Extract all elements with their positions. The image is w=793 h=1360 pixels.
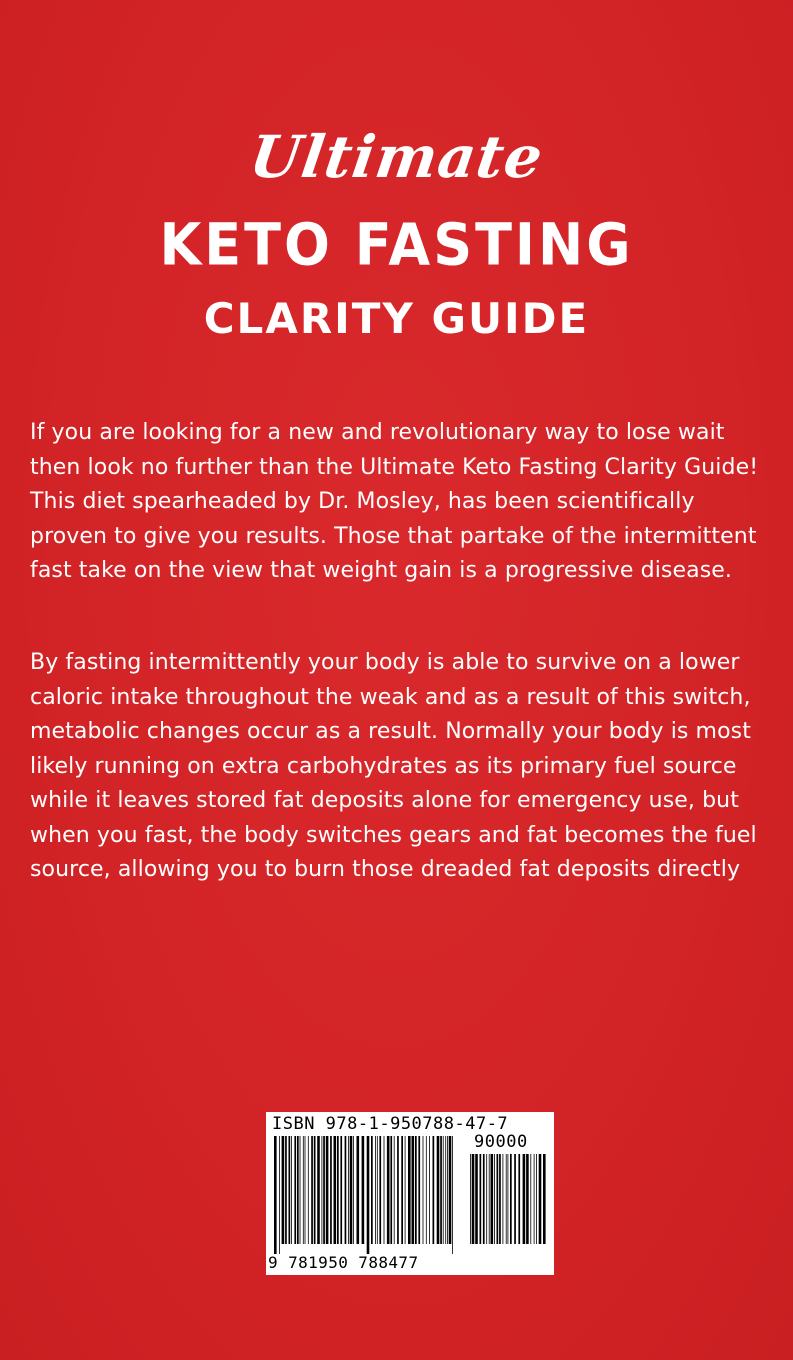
barcode-bar [503, 1154, 504, 1244]
title-subtitle: CLARITY GUIDE [203, 294, 590, 343]
barcode-bar [526, 1154, 529, 1244]
barcode-bar [480, 1154, 482, 1244]
barcode-bar [326, 1136, 329, 1244]
barcode-bar [514, 1154, 516, 1244]
barcode-bar [300, 1136, 301, 1244]
barcode-bar [506, 1154, 507, 1244]
barcode-bar [362, 1136, 365, 1244]
barcode-bar [423, 1136, 424, 1244]
barcode-bar [440, 1136, 442, 1244]
barcode-bar [536, 1154, 537, 1244]
barcode-bar [291, 1136, 292, 1244]
addon-barcode-bars [470, 1154, 548, 1254]
barcode-bar [289, 1136, 291, 1244]
barcode-bar [387, 1136, 390, 1244]
barcode-bar [418, 1136, 420, 1244]
isbn-barcode [266, 1112, 554, 1275]
barcode-bar [350, 1136, 353, 1244]
barcode-bar [523, 1154, 526, 1244]
barcode-bar [274, 1136, 277, 1254]
barcode-bar [543, 1154, 546, 1244]
barcode-bar [449, 1136, 452, 1244]
barcode-bar [472, 1154, 475, 1244]
barcode-bar [317, 1136, 320, 1244]
barcode-bar [345, 1136, 347, 1244]
blurb-paragraph-1: If you are looking for a new and revolutionary way to lose wait then look no further than the Ultimate Keto Fasting Clarity Guide! This diet spearheaded by Dr. Mosley, has been scientifically proven to give you results. Those that partake of the intermittent fast take on the view that weight gain is a progressive disease. [30, 420, 759, 583]
barcode-bar [282, 1136, 285, 1244]
barcode-bar [348, 1136, 349, 1244]
barcode-bar [497, 1154, 499, 1244]
barcode-bar [371, 1136, 373, 1244]
barcode-bar [334, 1136, 337, 1244]
barcode-bar [303, 1136, 304, 1244]
barcode-bar [475, 1154, 478, 1244]
barcode-bar [483, 1154, 485, 1244]
barcode-bar [445, 1136, 446, 1244]
barcode-bar [491, 1154, 494, 1244]
title-main: KETO FASTING [159, 210, 634, 279]
barcode-bar [499, 1154, 501, 1244]
barcode-bar [285, 1136, 287, 1244]
barcode-bar [279, 1136, 280, 1254]
barcode-bar [314, 1136, 316, 1244]
barcode-bar [530, 1154, 531, 1244]
barcode-bar [494, 1154, 495, 1244]
barcode-bar [323, 1136, 325, 1244]
barcode-bar [470, 1154, 471, 1244]
barcode-bar [452, 1136, 453, 1254]
barcode-bar [539, 1154, 542, 1244]
barcode-bar [486, 1154, 487, 1244]
barcode-bar [426, 1136, 427, 1244]
barcode-bar [379, 1136, 381, 1244]
barcode-bar [322, 1136, 323, 1244]
ean-barcode-bars [274, 1136, 456, 1254]
blurb-paragraph-2: By fasting intermittently your body is able to survive on a lower caloric intake throughout the weak and as a result of this switch, metabolic changes occur as a result. Normally your body is most likely running on extra carbohydrates as its primary fuel source while it leaves stored fat deposits alone for emergency use, but when you fast, the body switches gears and fat becomes the fuel source, allowing you to burn those dreaded fat deposits directly [30, 650, 757, 882]
barcode-bar [433, 1136, 435, 1244]
barcode-bar [367, 1136, 370, 1254]
barcode-bar [340, 1136, 342, 1244]
barcode-bar [508, 1154, 509, 1244]
barcode-bar [297, 1136, 299, 1244]
barcode-bar [384, 1136, 385, 1244]
barcode-bar [308, 1136, 309, 1244]
barcode-bar [337, 1136, 339, 1244]
barcode-bar [405, 1136, 406, 1244]
barcode-bar [397, 1136, 399, 1244]
barcode-bar [305, 1136, 306, 1244]
barcode-bar [394, 1136, 395, 1244]
barcode-bar [415, 1136, 417, 1244]
barcode-bar [401, 1136, 403, 1244]
barcode-bar [443, 1136, 444, 1244]
barcode-bar [429, 1136, 430, 1244]
barcode-bar [534, 1154, 535, 1244]
barcode-bar [294, 1136, 296, 1244]
barcode-bar [311, 1136, 313, 1244]
barcode-bar [408, 1136, 411, 1244]
barcode-bar [330, 1136, 332, 1244]
barcode-bar [489, 1154, 490, 1244]
barcode-bar [377, 1136, 378, 1244]
barcode-bar [375, 1136, 376, 1244]
barcode-bar [390, 1136, 392, 1244]
barcode-bar [357, 1136, 360, 1244]
barcode-bar [518, 1154, 520, 1244]
barcode-bar [353, 1136, 354, 1244]
barcode-bar [510, 1154, 512, 1244]
ean-digits: 9 781950 788477 [268, 1253, 419, 1272]
barcode-bar [437, 1136, 440, 1244]
isbn-text: ISBN 978-1-950788-47-7 [272, 1114, 509, 1134]
price-code: 90000 [474, 1132, 528, 1152]
barcode-bar [447, 1136, 448, 1244]
barcode-bar [412, 1136, 415, 1244]
title-script-ultimate: Ultimate [245, 123, 548, 191]
